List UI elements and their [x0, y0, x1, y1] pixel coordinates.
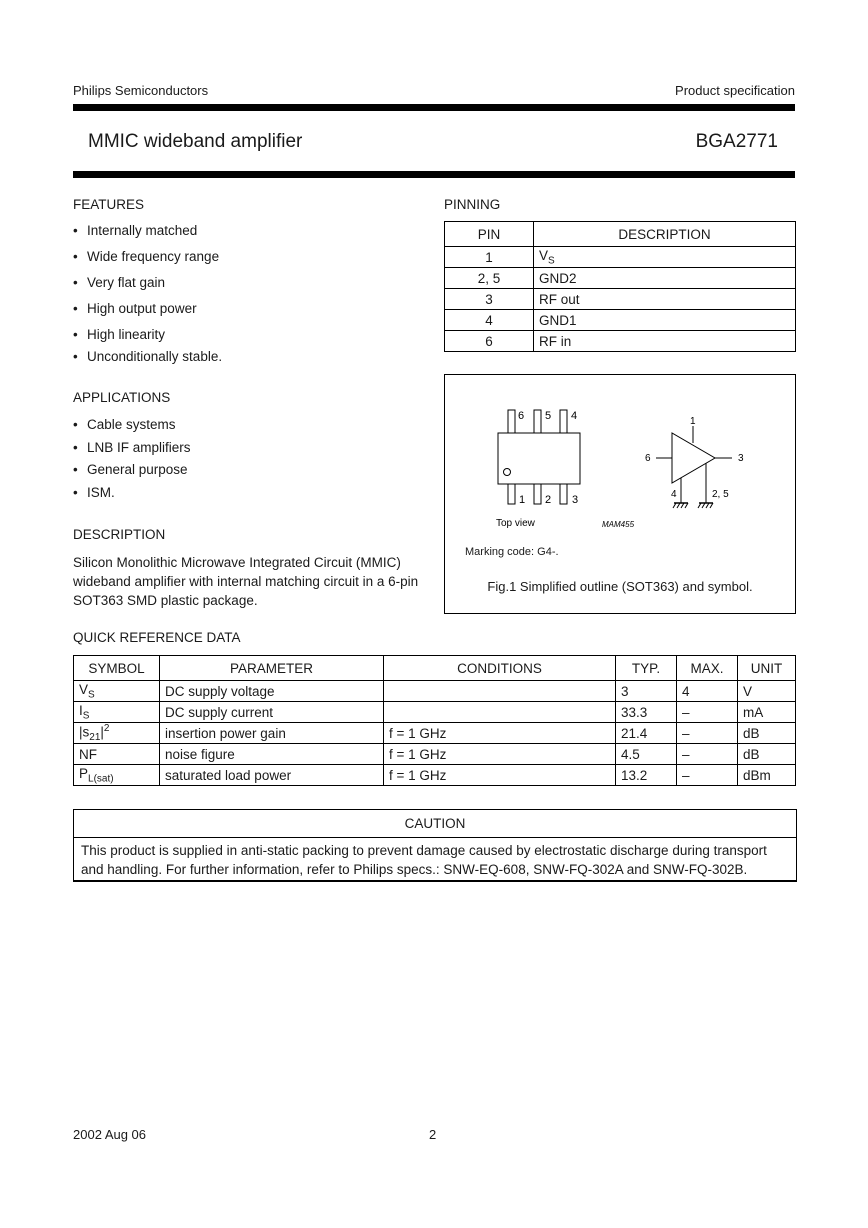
- ground-icon: [698, 503, 713, 508]
- caution-title: CAUTION: [74, 810, 796, 838]
- pin-lead: [508, 410, 515, 433]
- header-rule: [73, 104, 795, 111]
- symbol-code: MAM455: [602, 520, 635, 529]
- list-item: • High output power: [73, 301, 413, 327]
- pin-label: 2: [545, 494, 552, 506]
- table-row: 4 GND1: [445, 310, 796, 331]
- applications-list: [73, 417, 413, 505]
- pin-lead: [560, 484, 567, 504]
- table-row: $|s_{21}|^2$ insertion power gain f = 1 GHz 21.4 – dB: [74, 723, 796, 744]
- pin-label: 4: [571, 410, 578, 422]
- table-row: $I_S$ DC supply current 33.3 – mA: [74, 702, 796, 723]
- applications-heading: APPLICATIONS: [73, 390, 171, 405]
- figure-box: [444, 374, 796, 614]
- table-row: 1 $V_S$: [445, 247, 796, 268]
- table-row: $P_{L(sat)}$ saturated load power f = 1 GHz 13.2 – dBm: [74, 765, 796, 786]
- list-item: • Cable systems: [73, 417, 413, 440]
- page-number: 2: [429, 1127, 437, 1142]
- list-item: • LNB IF amplifiers: [73, 440, 413, 463]
- pin-label: 1: [519, 494, 526, 506]
- symbol-pin-label: 3: [738, 453, 744, 464]
- list-item: • General purpose: [73, 462, 413, 485]
- list-item: • Internally matched: [73, 223, 413, 249]
- table-row: NF noise figure f = 1 GHz 4.5 – dB: [74, 744, 796, 765]
- column-header: SYMBOL: [74, 656, 160, 681]
- footer-date: 2002 Aug 06: [73, 1127, 147, 1142]
- symbol-pin-label: 1: [690, 416, 696, 427]
- pin1-marker: [504, 469, 511, 476]
- package-body: [498, 433, 580, 484]
- pin-label: 6: [518, 410, 525, 422]
- header-doc-type: Product specification: [675, 83, 795, 98]
- list-item: • ISM.: [73, 485, 413, 505]
- caution-text: This product is supplied in anti-static packing to prevent damage caused by electrostatic discharge during transport and handling. For further information, refer to Philips specs.: SNW-EQ-608, SNW-FQ-302A and SNW-FQ-302B.: [81, 843, 767, 877]
- column-header: CONDITIONS: [384, 656, 616, 681]
- title-rule: [73, 171, 795, 178]
- ground-icon: [673, 503, 688, 508]
- quick-reference-heading: QUICK REFERENCE DATA: [73, 630, 241, 645]
- features-list: [73, 223, 413, 369]
- description-text: Silicon Monolithic Microwave Integrated Circuit (MMIC) wideband amplifier with internal matching circuit in a 6-pin SOT363 SMD plastic package.: [73, 555, 419, 608]
- list-item: • High linearity: [73, 327, 413, 349]
- list-item: • Wide frequency range: [73, 249, 413, 275]
- features-heading: FEATURES: [73, 197, 145, 212]
- part-number: BGA2771: [695, 131, 778, 152]
- package-outline-diagram: [445, 375, 795, 613]
- product-title: MMIC wideband amplifier: [88, 131, 303, 152]
- table-row: $V_S$ DC supply voltage 3 4 V: [74, 681, 796, 702]
- symbol-pin-label: 6: [645, 453, 651, 464]
- column-header: PARAMETER: [160, 656, 384, 681]
- pin-column-header: PIN: [445, 222, 534, 247]
- description-heading: DESCRIPTION: [73, 527, 166, 542]
- pin-label: 5: [545, 410, 552, 422]
- table-row: 6 RF in: [445, 331, 796, 352]
- pin-lead: [534, 410, 541, 433]
- caution-box: [73, 809, 797, 882]
- table-row: 3 RF out: [445, 289, 796, 310]
- figure-caption: Fig.1 Simplified outline (SOT363) and symbol.: [487, 579, 753, 594]
- pinning-table: [444, 221, 796, 352]
- column-header: TYP.: [616, 656, 677, 681]
- quick-reference-table: [73, 655, 796, 786]
- pinning-heading: PINNING: [444, 197, 501, 212]
- marking-code: Marking code: G4-.: [465, 546, 559, 558]
- top-view-label: Top view: [496, 518, 535, 529]
- column-header: MAX.: [677, 656, 738, 681]
- table-row: 2, 5 GND2: [445, 268, 796, 289]
- symbol-pin-label: 2, 5: [712, 489, 729, 500]
- list-item: • Unconditionally stable.: [73, 349, 413, 369]
- pin-lead: [560, 410, 567, 433]
- pin-lead: [534, 484, 541, 504]
- symbol-pin-label: 4: [671, 489, 677, 500]
- pin-lead: [508, 484, 515, 504]
- list-item: • Very flat gain: [73, 275, 413, 301]
- pin-label: 3: [572, 494, 579, 506]
- header-company: Philips Semiconductors: [73, 83, 209, 98]
- column-header: UNIT: [738, 656, 796, 681]
- description-column-header: DESCRIPTION: [534, 222, 796, 247]
